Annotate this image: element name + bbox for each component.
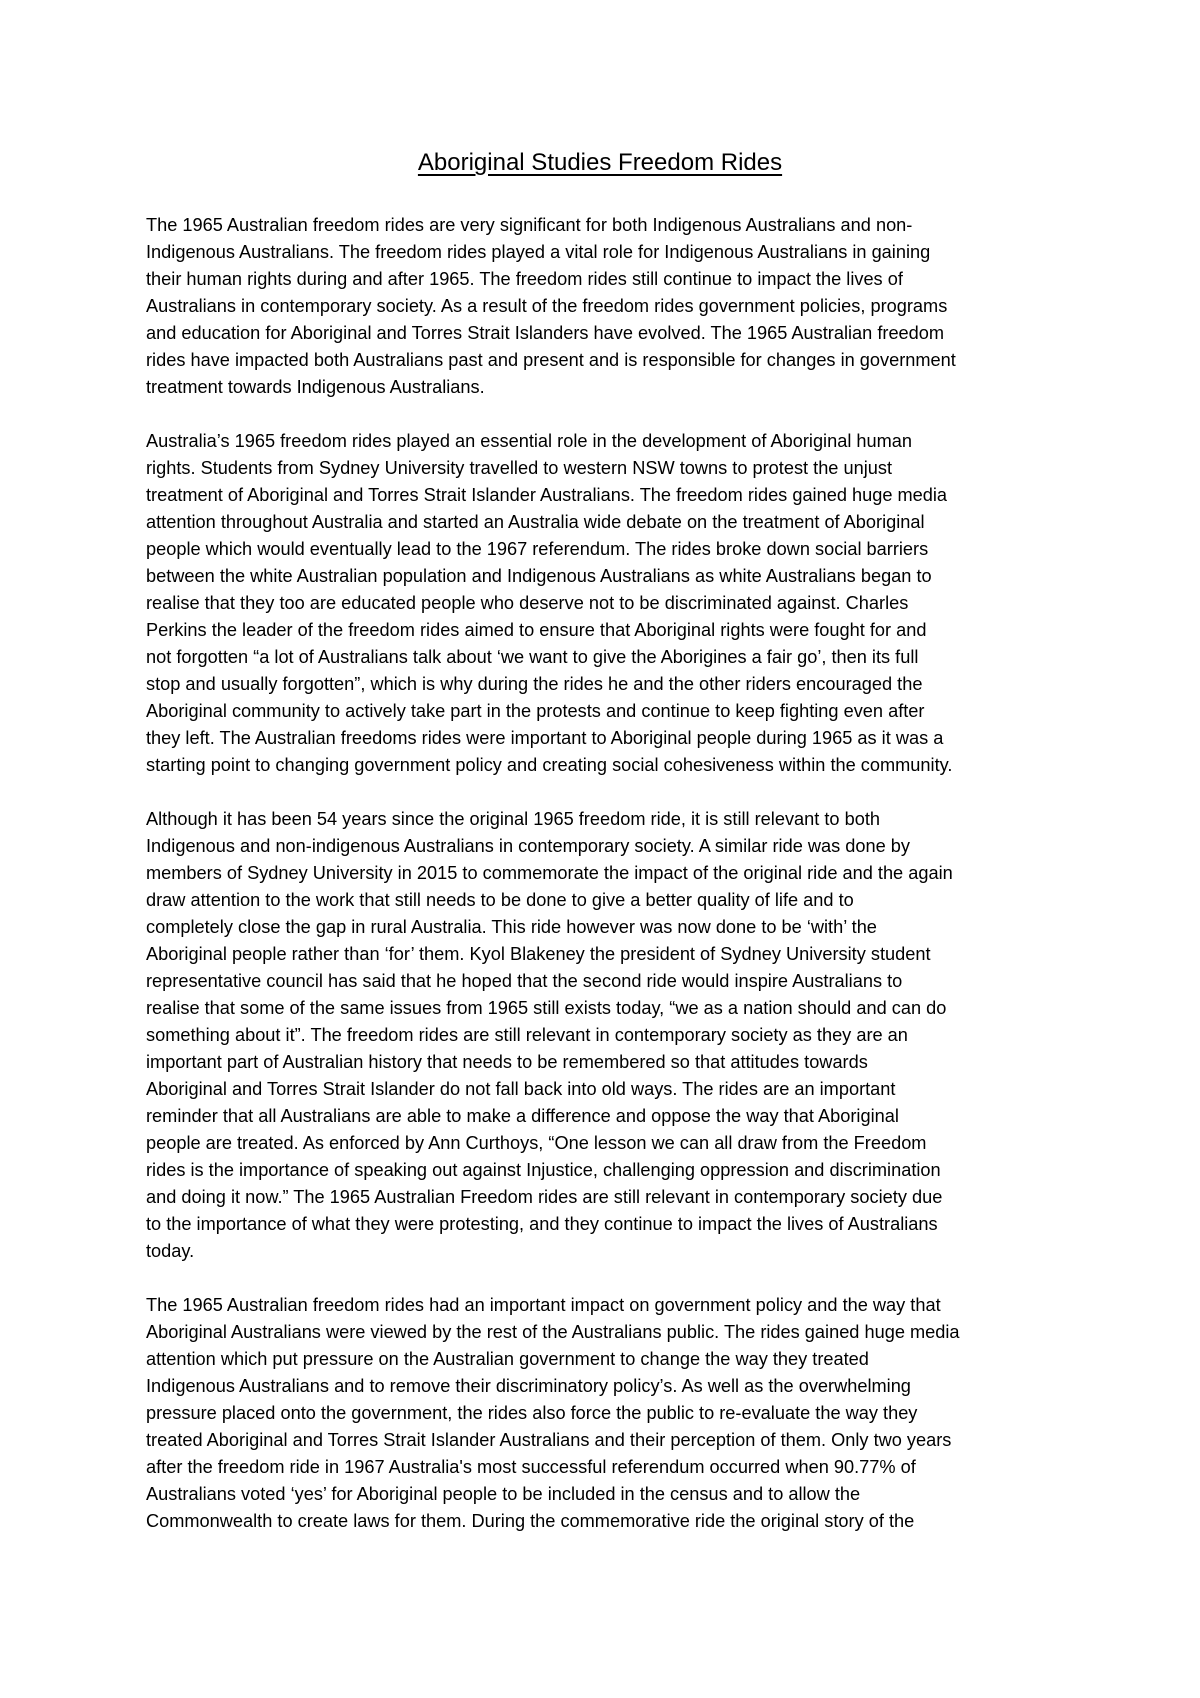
paragraph-contemporary-relevance: Although it has been 54 years since the original 1965 freedom ride, it is still relevant to both Indigenous and non-indigenous Australians in contemporary society. A similar ride was done by members of Sydney University in 2015 to commemorate the impact of the original ride and the again draw attention to the work that still needs to be done to give a better quality of life and to completely close the gap in rural Australia. This ride however was now done to be ‘with’ the Aboriginal people rather than ‘for’ them. Kyol Blakeney the president of Sydney University student representative council has said that he hoped that the second ride would inspire Australians to realise that some of the same issues from 1965 still exists today, “we as a nation should and can do something about it”. The freedom rides are still relevant in contemporary society as they are an important part of Australian history that needs to be remembered so that attitudes towards Aboriginal and Torres Strait Islander do not fall back into old ways. The rides are an important reminder that all Australians are able to make a difference and oppose the way that Aboriginal people are treated. As enforced by Ann Curthoys, “One lesson we can all draw from the Freedom rides is the importance of speaking out against Injustice, challenging oppression and discrimination and doing it now.” The 1965 Australian Freedom rides are still relevant in contemporary society due to the importance of what they were protesting, and they continue to impact the lives of Australians today. xyxy=(146,809,953,1261)
paragraph-government-policy: The 1965 Australian freedom rides had an important impact on government policy and the way that Aboriginal Australians were viewed by the rest of the Australians public. The rides gained huge media attention which put pressure on the Australian government to change the way they treated Indigenous Australians and to remove their discriminatory policy’s. As well as the overwhelming pressure placed onto the government, the rides also force the public to re-evaluate the way they treated Aboriginal and Torres Strait Islander Australians and their perception of them. Only two years after the freedom ride in 1967 Australia's most successful referendum occurred when 90.77% of Australians voted ‘yes’ for Aboriginal people to be included in the census and to allow the Commonwealth to create laws for them. During the commemorative ride the original story of the xyxy=(146,1295,960,1531)
document-body xyxy=(146,212,1066,1562)
paragraph-introduction: The 1965 Australian freedom rides are very significant for both Indigenous Australians and non- Indigenous Australians. The freedom rides played a vital role for Indigenous Australians in gaining their human rights during and after 1965. The freedom rides still continue to impact the lives of Australians in contemporary society. As a result of the freedom rides government policies, programs and education for Aboriginal and Torres Strait Islanders have evolved. The 1965 Australian freedom rides have impacted both Australians past and present and is responsible for changes in government treatment towards Indigenous Australians. xyxy=(146,215,956,397)
paragraph-human-rights: Australia’s 1965 freedom rides played an essential role in the development of Aboriginal human rights. Students from Sydney University travelled to western NSW towns to protest the unjust treatment of Aboriginal and Torres Strait Islander Australians. The freedom rides gained huge media attention throughout Australia and started an Australia wide debate on the treatment of Aboriginal people which would eventually lead to the 1967 referendum. The rides broke down social barriers between the white Australian population and Indigenous Australians as white Australians began to realise that they too are educated people who deserve not to be discriminated against. Charles Perkins the leader of the freedom rides aimed to ensure that Aboriginal rights were fought for and not forgotten “a lot of Australians talk about ‘we want to give the Aborigines a fair go’, then its full stop and usually forgotten”, which is why during the rides he and the other riders encouraged the Aboriginal community to actively take part in the protests and continue to keep fighting even after they left. The Australian freedoms rides were important to Aboriginal people during 1965 as it was a starting point to changing government policy and creating social cohesiveness within the community. xyxy=(146,431,953,775)
document-title: Aboriginal Studies Freedom Rides xyxy=(417,149,783,176)
